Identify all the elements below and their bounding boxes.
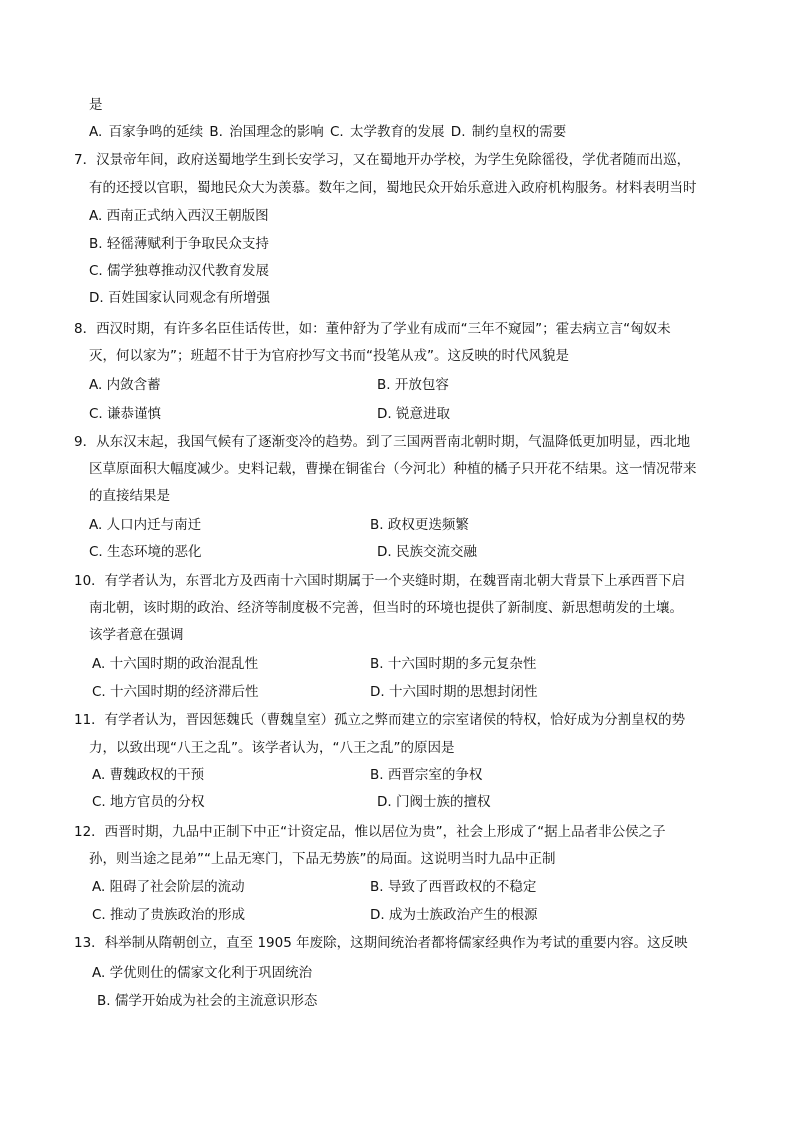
question-7-option-d: D. 百姓国家认同观念有所增强 <box>89 290 270 306</box>
question-11-option-c: C. 地方官员的分权 <box>92 794 205 810</box>
question-12-option-a: A. 阻碍了社会阶层的流动 <box>92 879 245 895</box>
question-10-stem-cont-2: 该学者意在强调 <box>89 627 184 643</box>
question-8-option-d: D. 锐意进取 <box>377 406 450 422</box>
question-8-option-c: C. 谦恭谨慎 <box>89 406 162 422</box>
question-12-stem-cont: 孙，则当途之昆弟”“上品无寒门，下品无势族”的局面。这说明当时九品中正制 <box>89 851 556 867</box>
question-8-option-b: B. 开放包容 <box>377 377 449 393</box>
question-8-stem-cont: 灭，何以家为”；班超不甘于为官府抄写文书而“投笔从戎”。这反映的时代风貌是 <box>89 348 569 364</box>
question-10-option-d: D. 十六国时期的思想封闭性 <box>370 684 538 700</box>
question-9-option-d: D. 民族交流交融 <box>377 544 477 560</box>
question-12-option-c: C. 推动了贵族政治的形成 <box>92 907 246 923</box>
question-7-option-c: C. 儒学独尊推动汉代教育发展 <box>89 263 270 279</box>
question-7-stem: 7．汉景帝年间，政府送蜀地学生到长安学习，又在蜀地开办学校，为学生免除徭役，学优者随而出巡， <box>74 152 691 168</box>
question-7-option-b: B. 轻徭薄赋利于争取民众支持 <box>89 236 269 252</box>
question-13-stem: 13．科举制从隋朝创立，直至 1905 年废除，这期间统治者都将儒家经典作为考试的重要内容。这反映 <box>74 935 688 951</box>
question-10-option-b: B. 十六国时期的多元复杂性 <box>370 656 537 672</box>
question-9-option-b: B. 政权更迭频繁 <box>370 517 469 533</box>
question-10-stem: 10．有学者认为，东晋北方及西南十六国时期属于一个夹缝时期，在魏晋南北朝大背景下上承西晋下启 <box>74 573 686 589</box>
question-6-stem-end: 是 <box>89 97 103 113</box>
question-11-option-a: A. 曹魏政权的干预 <box>92 767 205 783</box>
question-9-option-a: A. 人口内迁与南迁 <box>89 517 202 533</box>
question-11-stem-cont: 力，以致出现“八王之乱”。该学者认为，“八王之乱”的原因是 <box>89 740 455 756</box>
question-9-option-c: C. 生态环境的恶化 <box>89 544 202 560</box>
question-11-stem: 11．有学者认为，晋因惩魏氏（曹魏皇室）孤立之弊而建立的宗室诸侯的特权，恰好成为分割皇权的势 <box>74 712 686 728</box>
question-10-option-a: A. 十六国时期的政治混乱性 <box>92 656 259 672</box>
question-10-option-c: C. 十六国时期的经济滞后性 <box>92 684 259 700</box>
question-12-option-b: B. 导致了西晋政权的不稳定 <box>370 879 537 895</box>
question-11-option-b: B. 西晋宗室的争权 <box>370 767 483 783</box>
question-9-stem-cont-2: 的直接结果是 <box>89 488 170 504</box>
question-6-options: A. 百家争鸣的延续 B. 治国理念的影响 C. 太学教育的发展 D. 制约皇权的需要 <box>89 124 567 140</box>
question-7-option-a: A. 西南正式纳入西汉王朝版图 <box>89 208 269 224</box>
question-8-option-a: A. 内敛含蓄 <box>89 377 161 393</box>
question-8-stem: 8．西汉时期，有许多名臣佳话传世，如：董仲舒为了学业有成而“三年不窥园”；霍去病立言“匈奴未 <box>74 321 671 337</box>
question-10-stem-cont: 南北朝，该时期的政治、经济等制度极不完善，但当时的环境也提供了新制度、新思想萌发的土壤。 <box>89 600 683 616</box>
question-9-stem-cont: 区草原面积大幅度减少。史料记载，曹操在铜雀台（今河北）种植的橘子只开花不结果。这一情况带来 <box>89 461 697 477</box>
question-9-stem: 9．从东汉末起，我国气候有了逐渐变冷的趋势。到了三国两晋南北朝时期，气温降低更加明显，西北地 <box>74 434 691 450</box>
question-12-stem: 12．西晋时期，九品中正制下中正“计资定品，惟以居位为贵”，社会上形成了“据上品者非公侯之子 <box>74 824 666 840</box>
question-11-option-d: D. 门阀士族的擅权 <box>377 794 491 810</box>
question-7-stem-cont: 有的还授以官职，蜀地民众大为羡慕。数年之间，蜀地民众开始乐意进入政府机构服务。材料表明当时 <box>89 180 697 196</box>
question-12-option-d: D. 成为士族政治产生的根源 <box>370 907 538 923</box>
question-13-option-b: B. 儒学开始成为社会的主流意识形态 <box>97 993 318 1009</box>
question-13-option-a: A. 学优则仕的儒家文化利于巩固统治 <box>92 965 313 981</box>
